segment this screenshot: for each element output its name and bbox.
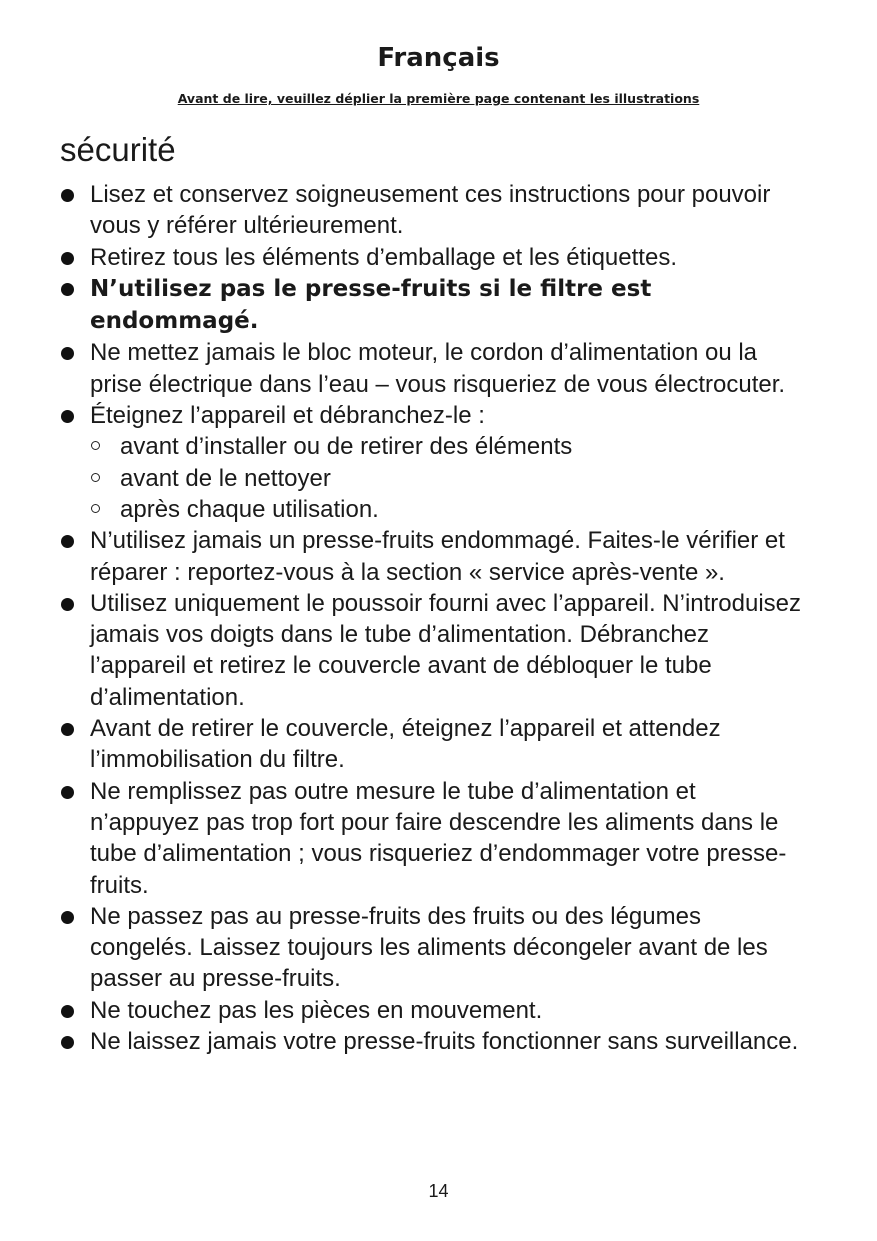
list-item-text: Éteignez l’appareil et débranchez-le : bbox=[90, 402, 485, 430]
list-item-text: Utilisez uniquement le poussoir fourni avec l’appareil. N’introduisez jamais vos doigts dans le tube d’alimentation. Débranchez l’appareil et retirez le couvercle avant de débloquer le tube d’alimentation. bbox=[90, 589, 802, 711]
list-item-text: Ne mettez jamais le bloc moteur, le cordon d’alimentation ou la prise électrique dans l’eau – vous risqueriez de vous électrocuter. bbox=[90, 339, 786, 398]
list-item-text: Ne touchez pas les pièces en mouvement. bbox=[90, 996, 543, 1024]
page-number: 14 bbox=[428, 1181, 449, 1201]
list-item-text: Ne remplissez pas outre mesure le tube d’alimentation et n’appuyez pas trop fort pour faire descendre les aliments dans le tube d’alimentation ; vous risqueriez d’endommager votre presse-fruits. bbox=[90, 777, 787, 899]
list-item bbox=[0, 713, 877, 776]
list-item-text: N’utilisez pas le presse-fruits si le filtre est endommagé. bbox=[90, 275, 652, 335]
bullet-icon bbox=[61, 598, 74, 611]
list-item-text: Retirez tous les éléments d’emballage et les étiquettes. bbox=[90, 243, 677, 271]
bullet-icon bbox=[61, 723, 74, 736]
list-item bbox=[0, 400, 877, 525]
bullet-icon bbox=[61, 252, 74, 265]
circle-bullet-icon bbox=[91, 504, 100, 513]
sub-list-item-text: avant de le nettoyer bbox=[120, 464, 331, 492]
section-heading: sécurité bbox=[60, 131, 176, 168]
sub-list-item-text: après chaque utilisation. bbox=[120, 495, 379, 523]
sub-list-item-text: avant d’installer ou de retirer des éléments bbox=[120, 433, 573, 461]
list-item-text: Avant de retirer le couvercle, éteignez l’appareil et attendez l’immobilisation du filtre. bbox=[90, 715, 721, 774]
page-subtitle: Avant de lire, veuillez déplier la première page contenant les illustrations bbox=[177, 91, 700, 106]
bullet-icon bbox=[61, 410, 74, 423]
list-item-warning bbox=[0, 273, 877, 338]
list-item bbox=[0, 588, 877, 713]
list-item-text: Lisez et conservez soigneusement ces instructions pour pouvoir vous y référer ultérieurement. bbox=[90, 181, 771, 240]
sub-list-item bbox=[90, 494, 807, 525]
list-item bbox=[0, 242, 877, 273]
list-item-text: Ne laissez jamais votre presse-fruits fonctionner sans surveillance. bbox=[90, 1028, 799, 1056]
bullet-icon bbox=[61, 283, 74, 296]
circle-bullet-icon bbox=[91, 473, 100, 482]
bullet-icon bbox=[61, 911, 74, 924]
sub-list-item bbox=[90, 431, 807, 462]
bullet-icon bbox=[61, 786, 74, 799]
list-item bbox=[0, 1026, 877, 1057]
page-title: Français bbox=[377, 43, 500, 73]
bullet-icon bbox=[61, 347, 74, 360]
bullet-icon bbox=[61, 189, 74, 202]
sub-list bbox=[90, 431, 807, 525]
bullet-icon bbox=[61, 1005, 74, 1018]
list-item bbox=[0, 337, 877, 400]
list-item-text: N’utilisez jamais un presse-fruits endommagé. Faites-le vérifier et réparer : reportez-vous à la section « service après-vente ». bbox=[90, 527, 785, 586]
circle-bullet-icon bbox=[91, 441, 100, 450]
bullet-icon bbox=[61, 1036, 74, 1049]
list-item bbox=[0, 525, 877, 588]
list-item bbox=[0, 901, 877, 995]
list-item bbox=[0, 179, 877, 242]
bullet-icon bbox=[61, 535, 74, 548]
list-item-text: Ne passez pas au presse-fruits des fruits ou des légumes congelés. Laissez toujours les aliments décongeler avant de les passer au presse-fruits. bbox=[90, 902, 768, 993]
list-item bbox=[0, 776, 877, 901]
safety-list bbox=[0, 179, 877, 1057]
sub-list-item bbox=[90, 463, 807, 494]
list-item bbox=[0, 995, 877, 1026]
